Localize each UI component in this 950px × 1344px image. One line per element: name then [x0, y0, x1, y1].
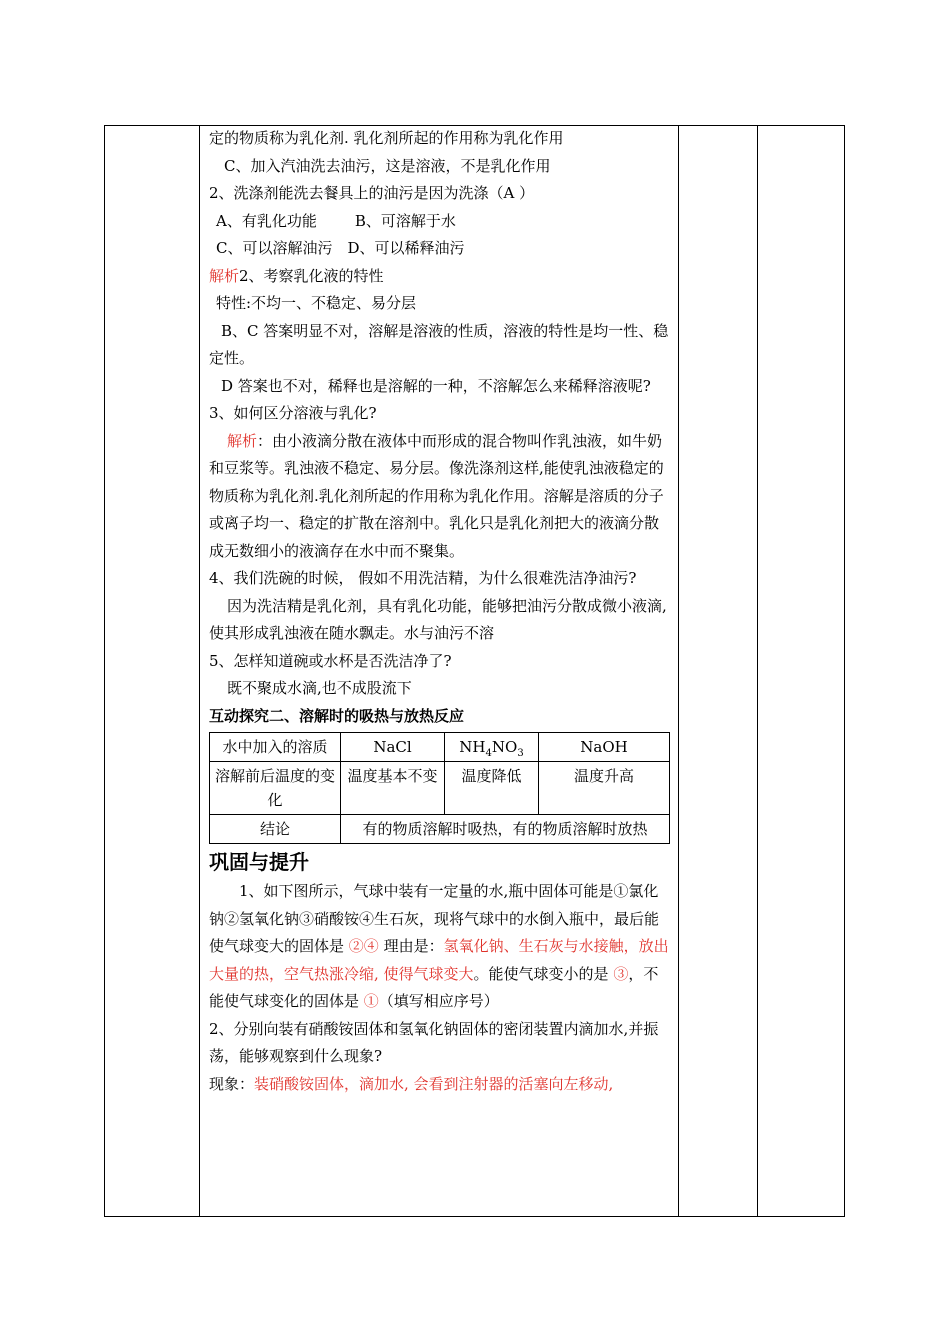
section-heading: 互动探究二、溶解时的吸热与放热反应: [209, 706, 465, 725]
exercise-2: 2、分别向装有硝酸铵固体和氢氧化钠固体的密闭装置内滴加水,并振荡，能够观察到什么现象?: [209, 1019, 659, 1065]
column-divider-1: [199, 125, 200, 1217]
option-a: A、有乳化功能: [216, 211, 317, 230]
text-line: 特性:不均一、不稳定、易分层: [216, 294, 417, 312]
consolidate-heading: 巩固与提升: [209, 850, 309, 874]
table-cell: NaCl: [341, 733, 445, 762]
table-cell: 水中加入的溶质: [210, 733, 341, 762]
analysis-label: 解析: [209, 266, 240, 285]
table-cell: NaOH: [539, 733, 670, 762]
text-line: 定的物质称为乳化剂. 乳化剂所起的作用称为乳化作用: [209, 129, 564, 147]
table-cell: 温度升高: [539, 762, 670, 815]
option-d: D、可以稀释油污: [347, 239, 465, 257]
column-divider-3: [757, 125, 758, 1217]
table-cell: 结论: [210, 815, 341, 844]
phenomenon: 现象：装硝酸铵固体，滴加水, 会看到注射器的活塞向左移动,: [209, 1074, 614, 1093]
analysis-3: 解析：由小液滴分散在液体中而形成的混合物叫作乳浊液，如牛奶和豆浆等。乳浊液不稳定、易分层。像洗涤剂这样,能使乳浊液稳定的物质称为乳化剂.乳化剂所起的作用称为乳化作用。溶解是溶质的分子或离子均一、稳定的扩散在溶剂中。乳化只是乳化剂把大的液滴分散成无数细小的液滴存在水中而不聚集。: [209, 431, 664, 560]
answer-5: 既不聚成水滴,也不成股流下: [227, 679, 412, 697]
question-2: 2、洗涤剂能洗去餐具上的油污是因为洗涤（A ）: [209, 184, 535, 202]
text-line: B、C 答案明显不对，溶解是溶液的性质，溶液的特性是均一性、稳定性。: [209, 321, 669, 367]
table-cell: $NH_4NO_3$: [445, 733, 539, 762]
table-cell: 温度基本不变: [341, 762, 445, 815]
question-5: 5、怎样知道碗或水杯是否洗洁净了?: [209, 651, 452, 670]
analysis-label: 解析: [227, 431, 258, 450]
text-line: D 答案也不对，稀释也是溶解的一种，不溶解怎么来稀释溶液呢?: [221, 376, 651, 395]
table-cell: 温度降低: [445, 762, 539, 815]
column-divider-2: [678, 125, 679, 1217]
option-row: [209, 235, 671, 263]
text-line: C、加入汽油洗去油污，这是溶液，不是乳化作用: [224, 156, 551, 175]
table-cell: 有的物质溶解时吸热，有的物质溶解时放热: [341, 815, 670, 844]
option-b: B、可溶解于水: [354, 211, 456, 230]
answer-4: 因为洗洁精是乳化剂，具有乳化功能，能够把油污分散成微小液滴,使其形成乳浊液在随水飘走。水与油污不溶: [209, 596, 667, 642]
question-4: 4、我们洗碗的时候， 假如不用洗洁精，为什么很难洗洁净油污?: [209, 569, 637, 587]
option-c: C、可以溶解油污: [216, 239, 333, 257]
question-3: 3、如何区分溶液与乳化?: [209, 404, 377, 422]
lesson-content: [209, 125, 671, 1098]
exercise-1: 1、如下图所示，气球中装有一定量的水,瓶中固体可能是①氯化钠②氢氧化钠③硝酸铵④生石灰，现将气球中的水倒入瓶中，最后能使气球变大的固体是 ②④ 理由是：氢氧化钠、生石灰与水接触，放出大量的热，空气热涨冷缩, 使得气球变大。能使气球变小的是 ③，不能使气球变化的固体是 ①（填写相应序号）: [209, 882, 669, 1010]
option-row: [209, 208, 671, 236]
table-cell: 溶解前后温度的变化: [210, 762, 341, 815]
analysis-2: 解析2、考察乳化液的特性: [209, 266, 384, 285]
dissolution-table: [209, 732, 670, 844]
